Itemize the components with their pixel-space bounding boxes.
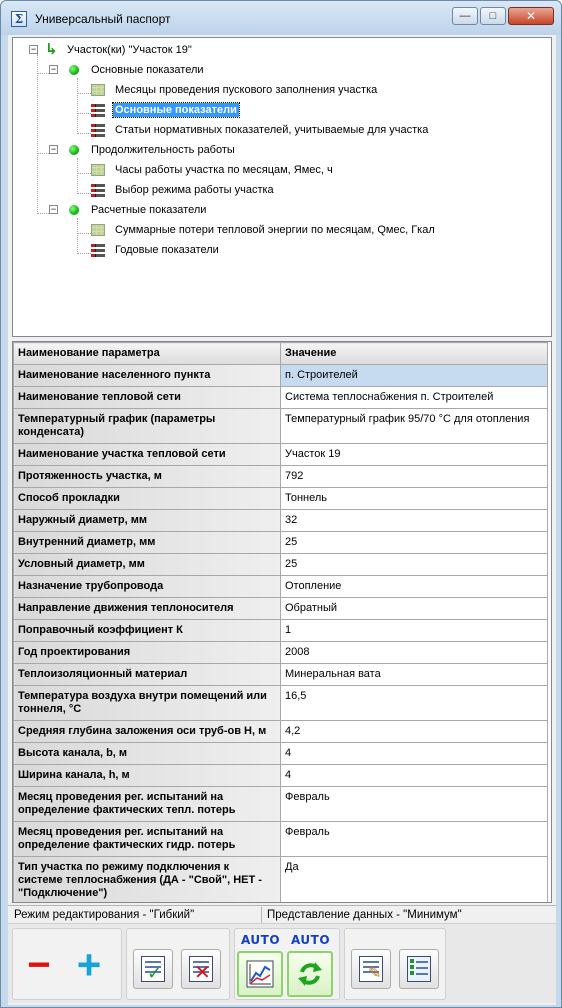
table-header-row [14,343,548,365]
parameter-value-cell[interactable]: Февраль [281,787,548,822]
report-button[interactable] [399,949,439,989]
tree-line [77,158,78,194]
edit-document-button[interactable] [351,949,391,989]
parameter-value-cell[interactable]: Система теплоснабжения п. Строителей [281,387,548,409]
parameter-name-cell: Внутренний диаметр, мм [14,532,281,554]
tree-item[interactable] [91,241,221,259]
list-icon [91,184,105,197]
table-row[interactable] [14,620,548,642]
tree-line [77,253,91,254]
property-grid[interactable] [12,341,552,903]
parameter-name-cell: Условный диаметр, мм [14,554,281,576]
parameter-name-cell: Наименование участка тепловой сети [14,444,281,466]
tree-group-duration[interactable] [69,141,237,159]
parameter-value-cell[interactable]: 4,2 [281,721,548,743]
edit-mode-status: Режим редактирования - "Гибкий" [14,909,195,921]
auto-refresh-button[interactable] [287,951,333,997]
tree-item-label: Годовые показатели [115,244,219,256]
table-row[interactable] [14,365,548,387]
tree-line [77,233,91,234]
view-mode-status: Представление данных - "Минимум" [267,909,462,921]
parameter-value-cell[interactable]: 32 [281,510,548,532]
checklist-icon: ✓ [141,956,165,982]
parameter-name-cell: Теплоизоляционный материал [14,664,281,686]
parameter-value-cell[interactable]: 4 [281,765,548,787]
tree-item-label: Основные показатели [115,104,237,116]
parameter-name-cell: Протяженность участка, м [14,466,281,488]
tree-item[interactable] [91,81,379,99]
collapse-icon[interactable]: − [50,204,57,214]
parameter-value-cell[interactable]: Температурный график 95/70 °С для отопления [281,409,548,444]
list-icon [91,104,105,117]
parameter-value-cell[interactable]: 25 [281,554,548,576]
green-dot-icon [69,145,79,155]
parameter-name-cell: Год проектирования [14,642,281,664]
parameter-value-cell[interactable]: Тоннель [281,488,548,510]
parameter-value-cell[interactable]: 4 [281,743,548,765]
grid-icon [91,84,105,96]
auto-label-calc: AUTO [241,933,281,947]
tree-item[interactable] [91,121,430,139]
parameter-name-cell: Наименование тепловой сети [14,387,281,409]
report-icon [407,956,431,982]
grid-icon [91,224,105,236]
chart-graph-icon [245,959,275,989]
minimize-icon: — [459,9,471,22]
title-bar[interactable] [1,1,561,35]
collapse-icon[interactable]: − [50,64,57,74]
parameter-value-cell[interactable]: Февраль [281,822,548,857]
toolbar-group-auto [234,928,340,1000]
column-header-value[interactable]: Значение [281,343,548,365]
table-row[interactable] [14,532,548,554]
tree-item-label: Суммарные потери тепловой энергии по месяцам, Qмес, Гкал [115,224,435,236]
table-row[interactable] [14,598,548,620]
list-icon [91,244,105,257]
table-row[interactable] [14,444,548,466]
parameter-name-cell: Месяц проведения рег. испытаний на определение фактических гидр. потерь [14,822,281,857]
tree-item-label: Месяцы проведения пускового заполнения участка [115,84,378,96]
table-row[interactable] [14,765,548,787]
parameter-value-cell[interactable]: 1 [281,620,548,642]
parameter-name-cell: Поправочный коэффициент К [14,620,281,642]
green-dot-icon [69,205,79,215]
minus-icon: − [27,943,51,987]
parameter-name-cell: Температура воздуха внутри помещений или тоннеля, °С [14,686,281,721]
tree-group-label: Расчетные показатели [91,204,207,216]
tree-line [77,193,91,194]
tree-line [37,54,38,214]
collapse-icon[interactable]: − [30,44,37,54]
tree-line [77,173,91,174]
parameter-value-cell[interactable]: 2008 [281,642,548,664]
tree-group-calc[interactable] [69,201,208,219]
table-row[interactable] [14,642,548,664]
table-row[interactable] [14,787,548,822]
table-row[interactable] [14,576,548,598]
table-row[interactable] [14,721,548,743]
delete-list-icon: ✕ [189,956,213,982]
tree-root-label: Участок(ки) "Участок 19" [67,44,192,56]
parameter-value-cell[interactable]: Отопление [281,576,548,598]
add-button[interactable] [69,941,109,988]
table-body [14,365,548,904]
maximize-button[interactable] [480,7,506,25]
tree-line [77,133,91,134]
table-row[interactable] [14,686,548,721]
edit-document-icon: ✎ [359,956,383,982]
table-row[interactable] [14,488,548,510]
status-divider [261,907,262,923]
maximize-icon: □ [489,9,497,22]
tree-item-label: Статьи нормативных показателей, учитываемые для участка [115,124,429,136]
parameter-name-cell: Месяц проведения рег. испытаний на определение фактических тепл. потерь [14,787,281,822]
green-dot-icon [69,65,79,75]
arrow-turn-icon: ↳ [45,41,58,58]
parameter-value-cell[interactable]: Да [281,857,548,904]
table-row[interactable] [14,409,548,444]
remove-button[interactable] [19,945,59,985]
table-row[interactable] [14,664,548,686]
parameter-value-cell[interactable]: 792 [281,466,548,488]
parameter-value-cell[interactable]: Минеральная вата [281,664,548,686]
property-table [13,342,548,903]
window-title: Универсальный паспорт [35,12,171,26]
auto-label-refresh: AUTO [291,933,331,947]
bottom-toolbar [8,923,556,1003]
parameter-name-cell: Способ прокладки [14,488,281,510]
auto-calc-button[interactable] [237,951,283,997]
parameter-name-cell: Наименование населенного пункта [14,365,281,387]
tree-root[interactable] [45,41,194,59]
tree-item-label: Часы работы участка по месяцам, Ямес, ч [115,164,333,176]
sigma-app-icon: Σ [11,11,27,27]
parameter-name-cell: Температурный график (параметры конденсата) [14,409,281,444]
tree-line [77,113,91,114]
close-button[interactable] [508,7,554,25]
parameter-name-cell: Назначение трубопровода [14,576,281,598]
toolbar-group-edit [12,928,122,1000]
tree-group-label: Продолжительность работы [91,144,235,156]
parameter-name-cell: Тип участка по режиму подключения к системе теплоснабжения (ДА - "Свой", НЕТ - "Подключение") [14,857,281,904]
client-area [8,35,556,1005]
parameter-name-cell: Высота канала, b, м [14,743,281,765]
list-icon [91,124,105,137]
uncheck-all-button[interactable] [181,949,221,989]
tree-line [77,78,78,134]
parameter-value-cell[interactable]: 16,5 [281,686,548,721]
parameter-value-cell[interactable]: 25 [281,532,548,554]
grid-icon [91,164,105,176]
table-row[interactable] [14,554,548,576]
tree-item[interactable] [91,221,437,239]
toolbar-group-check [126,928,230,1000]
plus-icon: + [76,941,102,988]
column-header-name[interactable]: Наименование параметра [14,343,281,365]
tree-item-label: Выбор режима работы участка [115,184,274,196]
table-row[interactable] [14,743,548,765]
tree-line [77,218,78,254]
table-row[interactable] [14,510,548,532]
parameter-value-cell[interactable]: Участок 19 [281,444,548,466]
tree-group-main[interactable] [69,61,206,79]
check-all-button[interactable] [133,949,173,989]
refresh-icon [295,959,325,989]
table-row[interactable] [14,387,548,409]
parameter-name-cell: Ширина канала, h, м [14,765,281,787]
tree-view[interactable] [12,37,552,337]
tree-group-label: Основные показатели [91,64,204,76]
tree-item[interactable] [91,161,335,179]
close-icon: ✕ [525,9,537,23]
parameter-name-cell: Средняя глубина заложения оси труб-ов Н, м [14,721,281,743]
collapse-icon[interactable]: − [50,144,57,154]
parameter-name-cell: Направление движения теплоносителя [14,598,281,620]
toolbar-group-docs [344,928,446,1000]
minimize-button[interactable] [452,7,478,25]
table-row[interactable] [14,857,548,904]
tree-line [77,93,91,94]
parameter-value-cell[interactable]: Обратный [281,598,548,620]
parameter-name-cell: Наружный диаметр, мм [14,510,281,532]
table-row[interactable] [14,822,548,857]
tree-item[interactable] [91,181,276,199]
table-row[interactable] [14,466,548,488]
parameter-value-cell[interactable]: п. Строителей [281,365,548,387]
tree-item-selected[interactable] [91,101,239,119]
status-bar [8,905,556,923]
